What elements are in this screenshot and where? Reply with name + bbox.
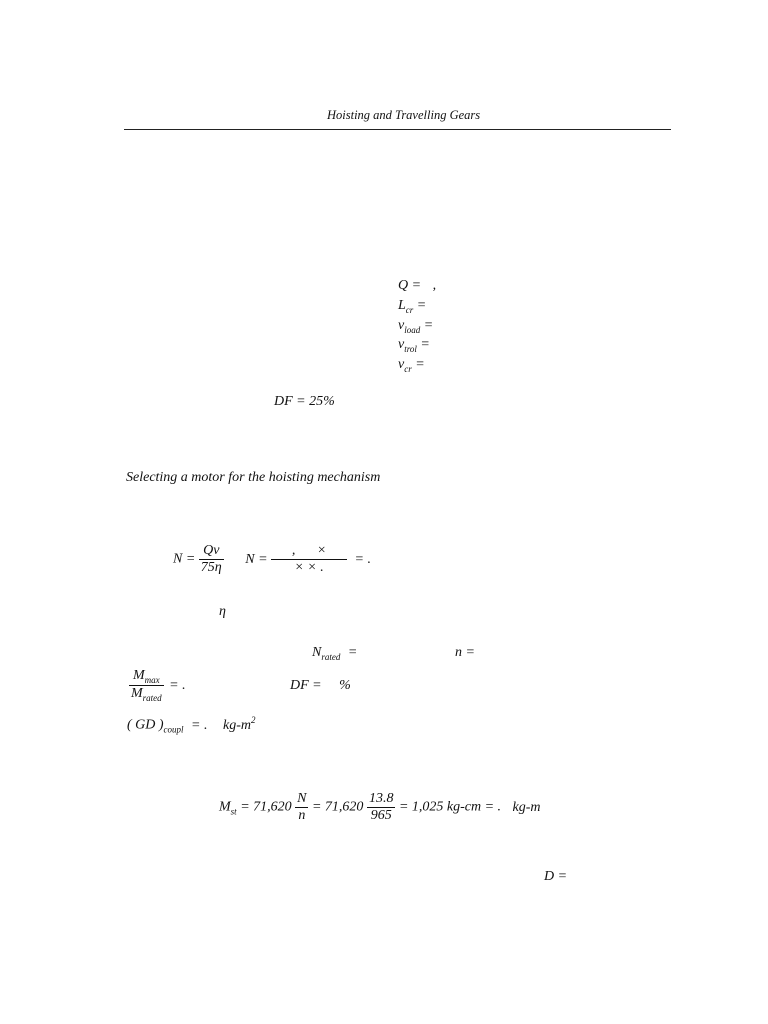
spec-vload-subscript: load xyxy=(404,324,421,335)
motor-rated-power-subscript: rated xyxy=(321,651,341,662)
static-torque-fraction-2-denominator: 965 xyxy=(367,807,396,824)
power-fraction-numerator: Qv xyxy=(203,543,220,558)
power-fraction-denominator: 75η xyxy=(200,560,222,575)
torque-ratio-mrated-symbol: M xyxy=(131,685,143,701)
coupling-moment-value: = . xyxy=(191,717,208,733)
coupling-moment-gd: ( GD ) xyxy=(127,717,164,733)
motor-rated-power-equals: = xyxy=(347,645,358,660)
static-torque-equals-2: = 71,620 xyxy=(311,799,364,815)
spec-q xyxy=(398,278,436,294)
torque-ratio-fraction xyxy=(129,668,164,703)
spec-vload-equals: = xyxy=(423,318,434,333)
torque-ratio xyxy=(129,668,186,703)
spec-lcr-equals: = xyxy=(416,298,427,313)
header-rule xyxy=(124,129,671,130)
power-result: = . xyxy=(354,551,371,567)
spec-vcr-equals: = xyxy=(415,357,425,372)
torque-ratio-denominator xyxy=(129,685,164,703)
power-fraction-2-numerator-times: × xyxy=(316,543,327,558)
motor-speed: n = xyxy=(455,645,475,660)
spec-vtrol-equals: = xyxy=(420,337,430,352)
static-torque-fraction-2-numerator: 13.8 xyxy=(368,791,394,806)
drum-diameter: D = xyxy=(544,869,568,884)
motor-duty-factor-label: DF = xyxy=(290,678,322,693)
coupling-moment-unit: kg-m xyxy=(223,717,251,733)
static-torque-symbol: M xyxy=(219,799,231,815)
power-fraction-2 xyxy=(271,543,347,576)
spec-lcr-symbol: L xyxy=(398,298,406,313)
static-torque-unit: kg-m xyxy=(512,799,541,815)
static-torque-fraction-2 xyxy=(367,791,396,824)
power-formula xyxy=(173,543,371,576)
static-torque-result: = 1,025 kg-cm = . xyxy=(398,799,502,815)
static-torque-fraction-1-denominator: n xyxy=(295,807,308,824)
spec-vtrol-subscript: trol xyxy=(404,343,417,354)
static-torque-subscript: st xyxy=(230,806,237,817)
spec-vtrol xyxy=(398,337,430,354)
spec-vcr-subscript: cr xyxy=(404,363,412,374)
coupling-moment xyxy=(127,715,256,734)
power-n-equals: N = xyxy=(173,551,196,567)
power-fraction-2-numerator xyxy=(271,543,347,559)
torque-ratio-numerator xyxy=(129,668,164,685)
power-fraction xyxy=(199,543,224,576)
section-heading: Selecting a motor for the hoisting mechanism xyxy=(126,470,381,485)
power-fraction-2-denominator: × × . xyxy=(271,559,347,576)
spec-vload xyxy=(398,318,433,335)
motor-duty-factor xyxy=(290,678,351,694)
page-header-title: Hoisting and Travelling Gears xyxy=(327,108,481,122)
spec-lcr xyxy=(398,298,426,315)
spec-q-comma: , xyxy=(432,278,437,293)
spec-vcr-symbol: v xyxy=(398,357,405,372)
motor-rated-power xyxy=(312,645,357,662)
static-torque-equation xyxy=(219,791,541,824)
power-fraction-2-numerator-comma: , xyxy=(291,543,296,558)
spec-vcr xyxy=(398,357,425,374)
static-torque-equals-1: = 71,620 xyxy=(240,799,292,815)
spec-q-label: Q = xyxy=(398,278,422,293)
torque-ratio-value: = . xyxy=(169,677,186,693)
torque-ratio-mmax-subscript: max xyxy=(144,674,160,685)
torque-ratio-mmax-symbol: M xyxy=(133,668,145,683)
spec-vtrol-symbol: v xyxy=(398,337,405,352)
power-n-equals-2: N = xyxy=(245,551,268,567)
coupling-moment-subscript: coupl xyxy=(163,724,184,735)
motor-duty-factor-unit: % xyxy=(339,678,351,693)
coupling-moment-unit-exponent: 2 xyxy=(251,715,256,725)
static-torque-fraction-1 xyxy=(295,791,308,824)
motor-rated-power-symbol: N xyxy=(312,645,322,660)
torque-ratio-mrated-subscript: rated xyxy=(142,692,162,703)
spec-lcr-subscript: cr xyxy=(405,304,414,315)
static-torque-fraction-1-numerator: N xyxy=(297,791,307,806)
efficiency-symbol: η xyxy=(219,604,226,619)
spec-vload-symbol: v xyxy=(398,318,405,333)
spec-duty-factor: DF = 25% xyxy=(274,394,335,409)
